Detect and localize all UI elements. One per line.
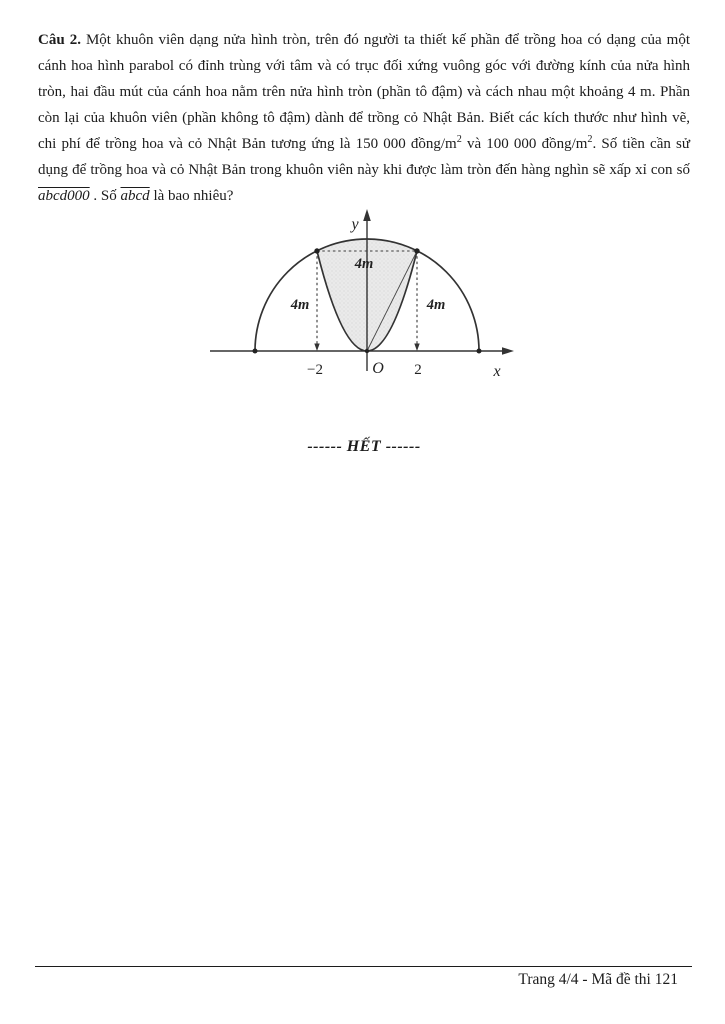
right-dimension-arrow-icon — [414, 344, 419, 352]
problem-text-5: là bao nhiêu? — [149, 188, 234, 204]
dimension-label-left: 4m — [290, 297, 310, 313]
problem-text-4: . Số — [89, 188, 121, 204]
page-number: Trang 4/4 - Mã đề thi 121 — [518, 971, 678, 988]
tick-label-pos2: 2 — [414, 362, 422, 378]
origin-label: O — [372, 360, 384, 377]
superscript-squared-1: 2 — [456, 134, 462, 145]
footer-divider — [35, 966, 692, 967]
math-abcd: abcd — [120, 188, 150, 204]
dimension-label-top: 4m — [354, 256, 374, 272]
problem-text-1: Một khuôn viên dạng nửa hình tròn, trên đó người ta thiết kế phần để trồng hoa có dạng của một cánh hoa hình parabol có đỉnh trùng với tâm và có trục đối xứng vuông góc với đường kính của nửa hình tròn, hai đầu mút của cánh hoa nằm trên nửa hình tròn (phần tô đậm) và cách nhau một khoảng 4 m. Phần còn lại của khuôn viên (phần không tô đậm) dành để trồng cỏ Nhật Bản. Biết các kích thước như hình vẽ, chi phí để trồng hoa và cỏ Nhật Bản tương ứng là 150 000 đồng/m — [38, 32, 690, 152]
figure-semicircle-parabola — [207, 206, 517, 388]
petal-endpoint-left-dot — [314, 248, 319, 253]
math-abcd000: abcd000 — [38, 188, 90, 204]
left-dimension-arrow-icon — [314, 344, 319, 352]
figure-svg — [207, 206, 517, 388]
problem-text-3: . Số tiền cần sử dụng để trồng hoa và cỏ Nhật Bản trong khuôn viên này khi được làm tròn đến hàng nghìn sẽ xấp xỉ con số — [38, 136, 690, 178]
problem-text-2: và 100 000 đồng/m — [461, 136, 588, 152]
semicircle-right-end-dot — [477, 349, 482, 354]
superscript-squared-2: 2 — [587, 134, 593, 145]
x-axis-label: x — [493, 363, 501, 380]
dimension-label-right: 4m — [426, 297, 446, 313]
question-label: Câu 2. — [38, 32, 81, 48]
end-marker: ------ HẾT ------ — [307, 438, 421, 455]
y-axis-arrow-icon — [363, 209, 371, 221]
semicircle-left-end-dot — [253, 349, 258, 354]
problem-statement — [38, 27, 690, 209]
x-axis-arrow-icon — [502, 347, 514, 355]
y-axis-label: y — [351, 216, 359, 233]
tick-label-neg2: −2 — [307, 362, 323, 378]
origin-dot — [365, 349, 369, 353]
petal-endpoint-right-dot — [414, 248, 419, 253]
